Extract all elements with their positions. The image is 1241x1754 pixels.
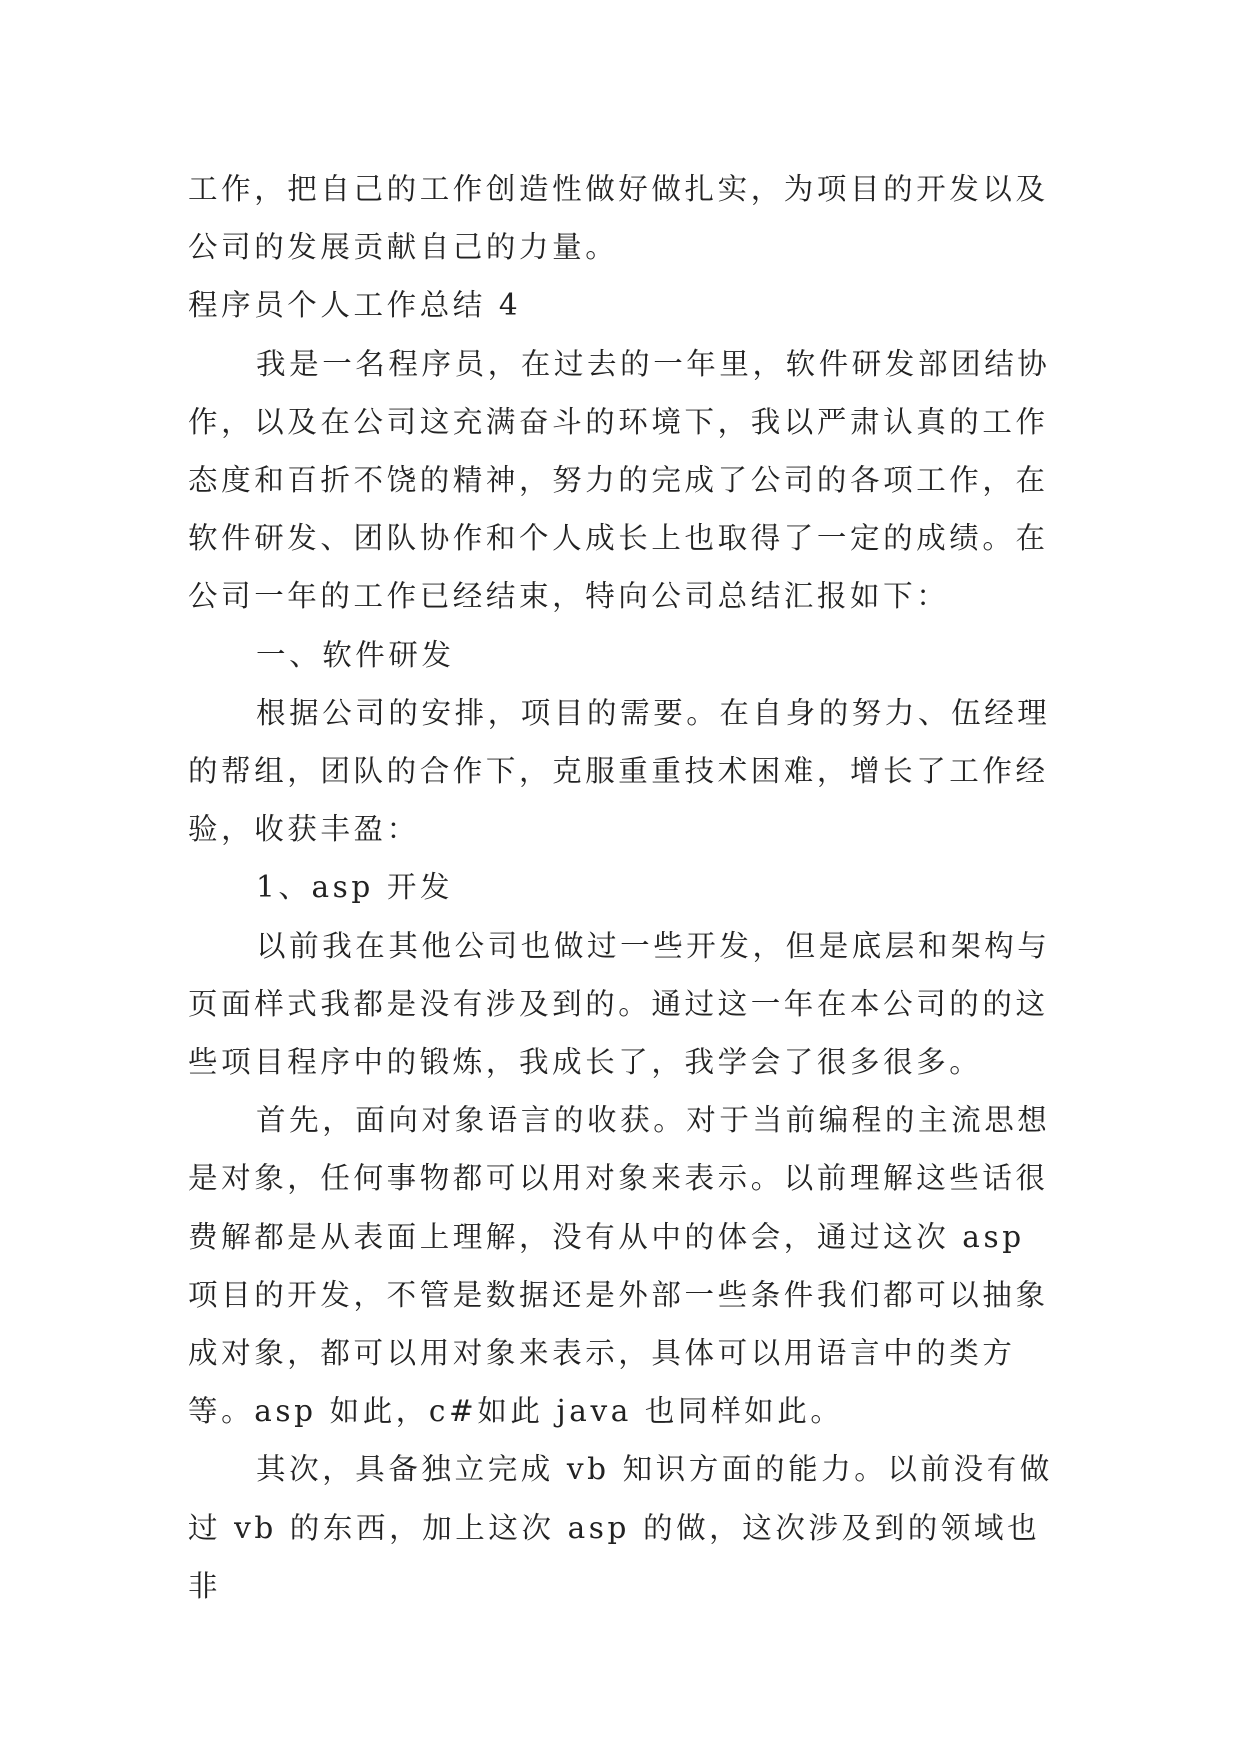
paragraph-intro: 我是一名程序员，在过去的一年里，软件研发部团结协作，以及在公司这充满奋斗的环境下，我以严肃认真的工作态度和百折不饶的精神，努力的完成了公司的各项工作，在软件研发、团队协作和个人成长上也取得了一定的成绩。在公司一年的工作已经结束，特向公司总结汇报如下： (188, 346, 1051, 614)
paragraph-vb-ability: 其次，具备独立完成 vb 知识方面的能力。以前没有做过 vb 的东西，加上这次 asp 的做，这次涉及到的领域也非 (188, 1452, 1053, 1603)
paragraph-arrangement: 根据公司的安排，项目的需要。在自身的努力、伍经理的帮组，团队的合作下，克服重重技术困难，增长了工作经验，收获丰盈： (188, 695, 1051, 847)
section-heading: 程序员个人工作总结 4 (188, 288, 522, 323)
subheading-asp-dev: 1、asp 开发 (256, 870, 454, 905)
paragraph-oop-gains: 首先，面向对象语言的收获。对于当前编程的主流思想是对象，任何事物都可以用对象来表示。以前理解这些话很费解都是从表面上理解，没有从中的体会，通过这次 asp 项目的开发，不管是数据还是外部一些条件我们都可以抽象成对象，都可以用对象来表示，具体可以用语言中的类方等。asp 如此，c#如此 java 也同样如此。 (188, 1103, 1051, 1429)
document-body (188, 160, 1068, 1615)
paragraph-1: 工作，把自己的工作创造性做好做扎实，为项目的开发以及公司的发展贡献自己的力量。 (188, 172, 1049, 265)
subheading-software-dev: 一、软件研发 (256, 637, 455, 672)
paragraph-previous-experience: 以前我在其他公司也做过一些开发，但是底层和架构与页面样式我都是没有涉及到的。通过这一年在本公司的的这些项目程序中的锻炼，我成长了，我学会了很多很多。 (188, 928, 1051, 1080)
